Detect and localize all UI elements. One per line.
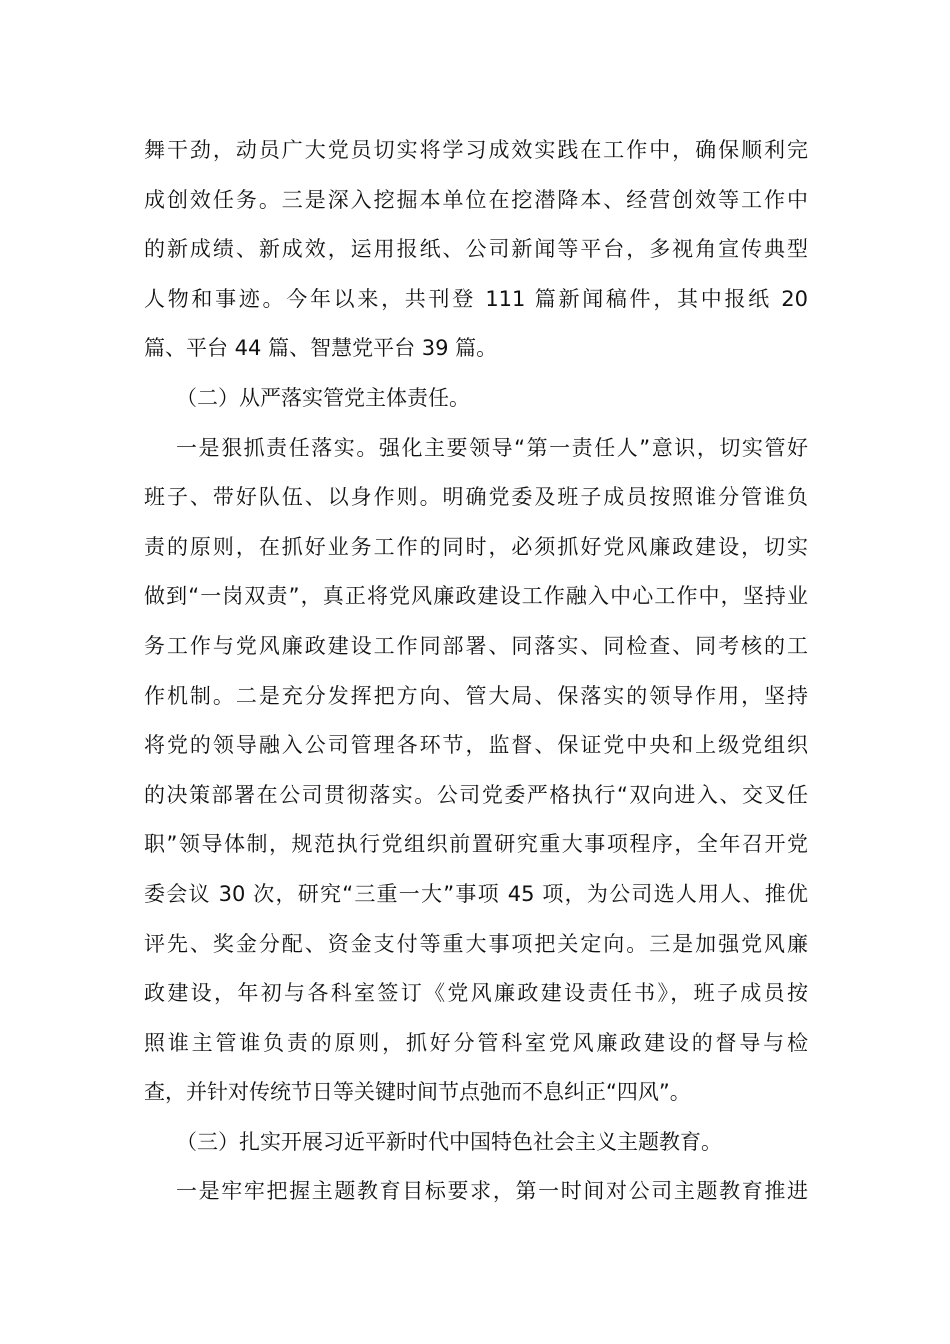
paragraph-line: 职”领导体制，规范执行党组织前置研究重大事项程序，全年召开党: [144, 832, 808, 857]
paragraph-line: 舞干劲，动员广大党员切实将学习成效实践在工作中，确保顺利完: [144, 138, 808, 162]
paragraph-line: 照谁主管谁负责的原则，抓好分管科室党风廉政建设的督导与检: [144, 1030, 808, 1055]
paragraph-line: 成创效任务。三是深入挖掘本单位在挖潜降本、经营创效等工作中: [144, 187, 808, 212]
section-heading: （三）扎实开展习近平新时代中国特色社会主义主题教育。: [176, 1129, 722, 1154]
paragraph-line: 的决策部署在公司贯彻落实。公司党委严格执行“双向进入、交叉任: [144, 782, 808, 807]
paragraph-line: 务工作与党风廉政建设工作同部署、同落实、同检查、同考核的工: [144, 633, 808, 658]
paragraph-line: 委会议 30 次，研究“三重一大”事项 45 项，为公司选人用人、推优: [144, 881, 808, 906]
paragraph-line: 将党的领导融入公司管理各环节，监督、保证党中央和上级党组织: [144, 733, 808, 758]
paragraph-line: 作机制。二是充分发挥把方向、管大局、保落实的领导作用，坚持: [144, 683, 808, 708]
paragraph-line: 政建设，年初与各科室签订《党风廉政建设责任书》，班子成员按: [144, 981, 808, 1006]
body-text: [144, 126, 808, 1217]
paragraph-line: 篇、平台 44 篇、智慧党平台 39 篇。: [144, 336, 498, 361]
paragraph-line: 做到“一岗双责”，真正将党风廉政建设工作融入中心工作中，坚持业: [144, 584, 808, 609]
paragraph-line: 评先、奖金分配、资金支付等重大事项把关定向。三是加强党风廉: [144, 931, 808, 956]
paragraph-line: 的新成绩、新成效，运用报纸、公司新闻等平台，多视角宣传典型: [144, 237, 808, 262]
paragraph-line: 一是牢牢把握主题教育目标要求，第一时间对公司主题教育推进: [176, 1179, 808, 1204]
paragraph-line: 一是狠抓责任落实。强化主要领导“第一责任人”意识，切实管好: [176, 435, 808, 460]
paragraph-line: 人物和事迹。今年以来，共刊登 111 篇新闻稿件，其中报纸 20: [144, 286, 808, 311]
paragraph-line: 查，并针对传统节日等关键时间节点弛而不息纠正“四风”。: [144, 1080, 691, 1105]
section-heading: （二）从严落实管党主体责任。: [176, 385, 470, 410]
paragraph-line: 班子、带好队伍、以身作则。明确党委及班子成员按照谁分管谁负: [144, 485, 808, 510]
paragraph-line: 责的原则，在抓好业务工作的同时，必须抓好党风廉政建设，切实: [144, 534, 808, 559]
